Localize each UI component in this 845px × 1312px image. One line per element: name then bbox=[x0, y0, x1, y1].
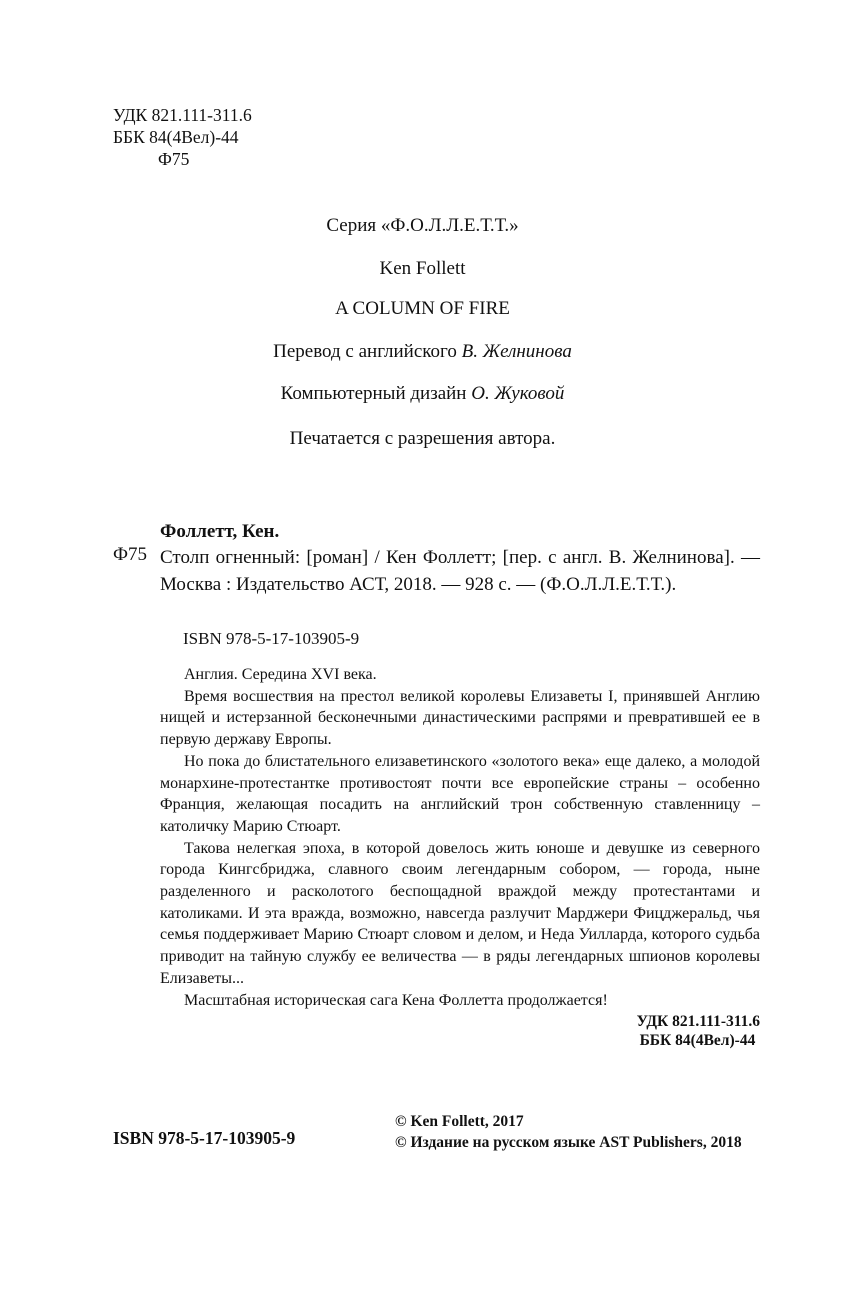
translation-line bbox=[0, 341, 845, 363]
series-line: Серия «Ф.О.Л.Л.Е.Т.Т.» bbox=[326, 215, 519, 236]
annotation-paragraph: Англия. Середина XVI века. bbox=[184, 666, 377, 683]
footer-udk: УДК 821.111-311.6 bbox=[636, 1013, 760, 1030]
footer-classification bbox=[637, 1012, 760, 1050]
footer-isbn: ISBN 978-5-17-103905-9 bbox=[113, 1128, 296, 1148]
annotation-paragraph: Масштабная историческая сага Кена Фоллетта продолжается! bbox=[184, 991, 608, 1009]
annotation-paragraph: Такова нелегкая эпоха, в которой довелось жить юноше и девушке из северного города Кингсбриджа, славного своим легендарным собором, — города, ныне разделенного и расколотого беспощадной враждой между протестантами и католиками. И эта вражда, возможно, навсегда разлучит Марджери Фицджеральд, чья семья поддерживает Марию Стюарт словом и делом, и Неда Уилларда, которого судьба приводит на тайную службу ее величества — в ряды легендарных шпионов королевы Елизаветы... bbox=[160, 839, 760, 987]
copyright-edition: © Издание на русском языке AST Publishers, 2018 bbox=[395, 1134, 742, 1151]
translation-prefix: Перевод с английского bbox=[273, 341, 457, 362]
translator-name: В. Желнинова bbox=[461, 341, 572, 362]
bbk-code: ББК 84(4Вел)-44 bbox=[113, 127, 239, 147]
classification-block bbox=[113, 104, 252, 170]
udk-code: УДК 821.111-311.6 bbox=[113, 105, 252, 125]
permission-line: Печатается с разрешения автора. bbox=[289, 428, 556, 449]
footer-bbk: ББК 84(4Вел)-44 bbox=[639, 1032, 756, 1049]
copyright-block bbox=[395, 1111, 742, 1153]
designer-name: О. Жуковой bbox=[471, 383, 565, 404]
annotation bbox=[160, 664, 760, 1011]
design-line bbox=[0, 383, 845, 405]
original-title: A COLUMN OF FIRE bbox=[335, 298, 510, 319]
catalog-description: Столп огненный: [роман] / Кен Фоллетт; [пер. с англ. В. Желнинова]. — Москва : Издательство АСТ, 2018. — 928 с. — (Ф.О.Л.Л.Е.Т.Т.). bbox=[160, 547, 760, 595]
author-code: Ф75 bbox=[158, 149, 190, 169]
original-author: Ken Follett bbox=[379, 258, 466, 279]
annotation-paragraph: Время восшествия на престол великой королевы Елизаветы I, принявшей Англию нищей и истерзанной бесконечными династическими распрями и превратившей ее в первую державу Европы. bbox=[160, 687, 760, 749]
annotation-paragraph: Но пока до блистательного елизаветинского «золотого века» еще далеко, а молодой монархине-протестантке противостоят почти все европейские страны – особенно Франция, желающая посадить на английский трон собственную ставленницу – католичку Марию Стюарт. bbox=[160, 752, 760, 835]
catalog-code: Ф75 bbox=[113, 544, 148, 565]
catalog-isbn: ISBN 978-5-17-103905-9 bbox=[183, 629, 360, 648]
design-prefix: Компьютерный дизайн bbox=[280, 383, 467, 404]
copyright-author: © Ken Follett, 2017 bbox=[395, 1113, 524, 1130]
catalog-author-heading: Фоллетт, Кен. bbox=[160, 521, 280, 542]
